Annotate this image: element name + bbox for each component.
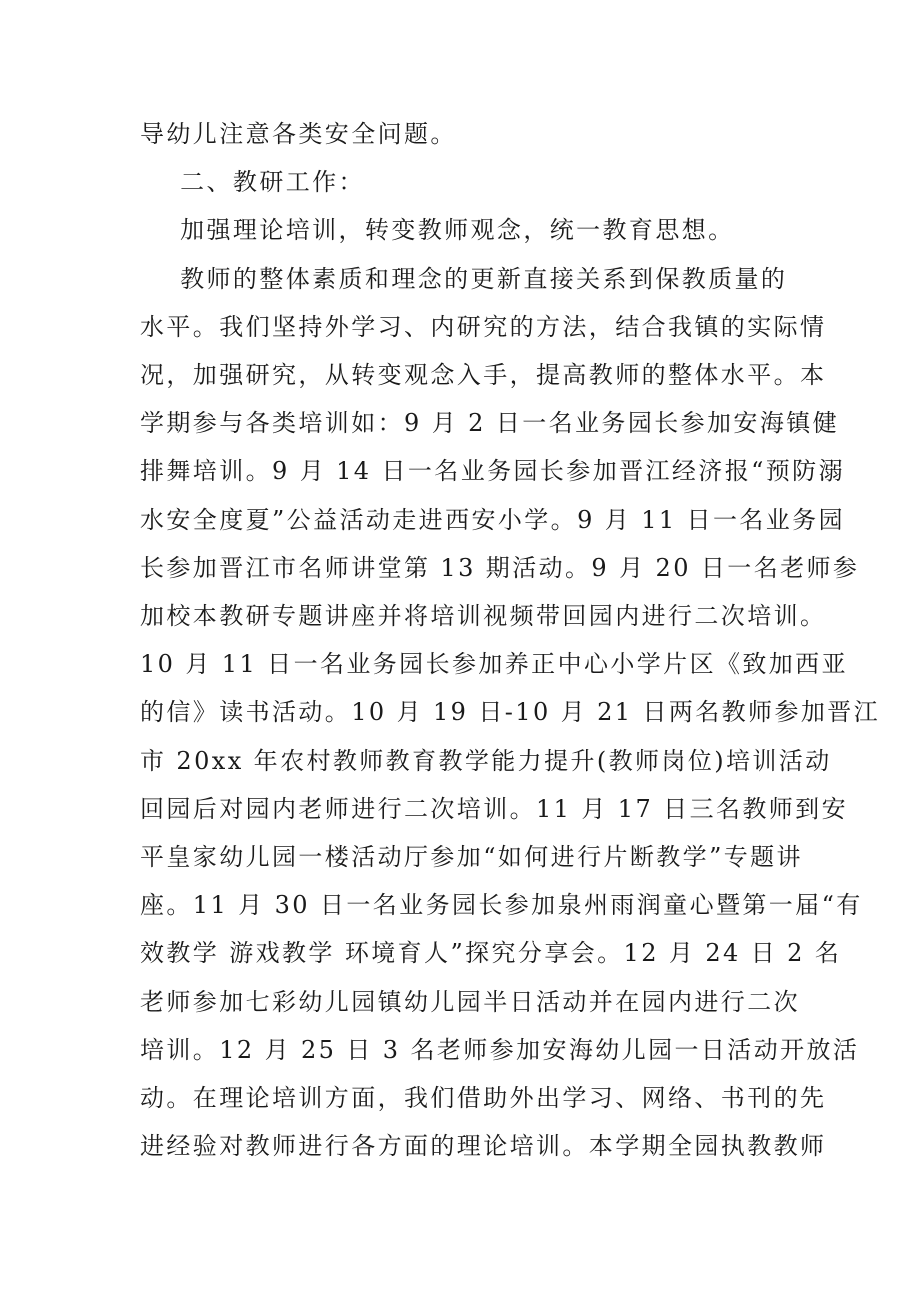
text-line: 平皇家幼儿园一楼活动厅参加“如何进行片断教学”专题讲: [140, 843, 803, 872]
section-heading: 二、教研工作：: [140, 168, 365, 197]
text-line: 回园后对园内老师进行二次培训。11 月 17 日三名教师到安: [140, 794, 848, 823]
text-line: 效教学 游戏教学 环境育人”探究分享会。12 月 24 日 2 名: [140, 939, 842, 968]
text-line: 市 20xx 年农村教师教育教学能力提升(教师岗位)培训活动: [140, 746, 832, 775]
text-line: 培训。12 月 25 日 3 名老师参加安海幼儿园一日活动开放活: [140, 1035, 860, 1064]
text-line: 况，加强研究，从转变观念入手，提高教师的整体水平。本: [140, 361, 827, 390]
text-line: 学期参与各类培训如：9 月 2 日一名业务园长参加安海镇健: [140, 409, 840, 438]
text-line: 加校本教研专题讲座并将培训视频带回园内进行二次培训。: [140, 602, 827, 631]
text-line: 10 月 11 日一名业务园长参加养正中心小学片区《致加西亚: [140, 650, 848, 679]
text-line: 水安全度夏”公益活动走进西安小学。9 月 11 日一名业务园: [140, 505, 845, 534]
text-line: 长参加晋江市名师讲堂第 13 期活动。9 月 20 日一名老师参: [140, 553, 860, 582]
subsection-heading: 加强理论培训，转变教师观念，统一教育思想。: [140, 216, 735, 245]
text-line: 水平。我们坚持外学习、内研究的方法，结合我镇的实际情: [140, 312, 827, 341]
text-line: 导幼儿注意各类安全问题。: [140, 120, 457, 148]
text-line: 排舞培训。9 月 14 日一名业务园长参加晋江经济报“预防溺: [140, 457, 845, 486]
text-line: 的信》读书活动。10 月 19 日-10 月 21 日两名教师参加晋江: [140, 698, 881, 727]
document-body: [140, 110, 881, 1170]
text-line: 座。11 月 30 日一名业务园长参加泉州雨润童心暨第一届“有: [140, 891, 863, 920]
text-line: 进经验对教师进行各方面的理论培训。本学期全园执教教师: [140, 1132, 827, 1161]
text-line: 动。在理论培训方面，我们借助外出学习、网络、书刊的先: [140, 1084, 827, 1113]
text-line: 教师的整体素质和理念的更新直接关系到保教质量的: [140, 264, 788, 293]
text-line: 老师参加七彩幼儿园镇幼儿园半日活动并在园内进行二次: [140, 987, 800, 1016]
